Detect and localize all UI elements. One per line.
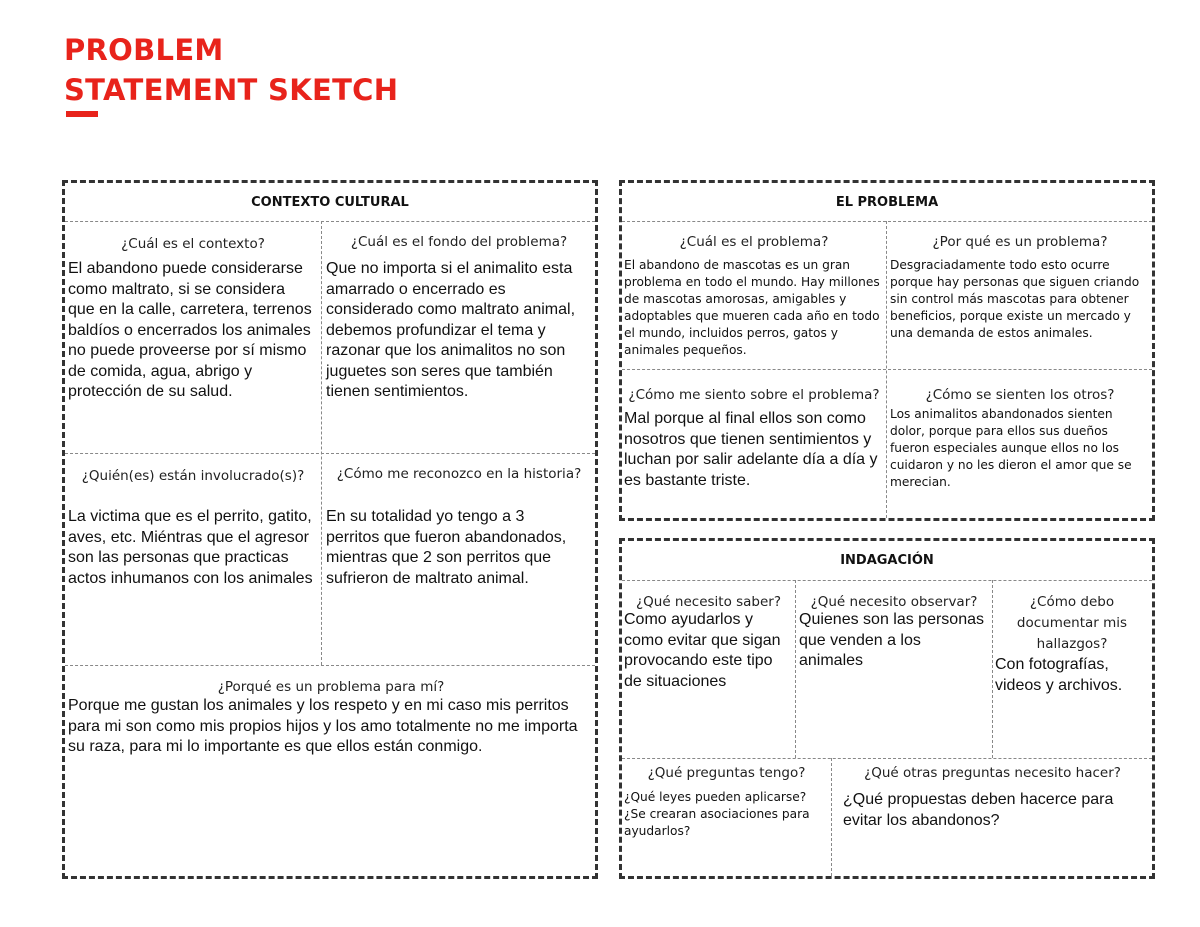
- question-como-documentar: ¿Cómo debo documentar mis hallazgos?: [1016, 594, 1128, 652]
- question-por-que-problema: ¿Por qué es un problema?: [932, 234, 1108, 250]
- question-porque-para-mi: ¿Porqué es un problema para mí?: [217, 679, 445, 695]
- page-title-line2: STATEMENT SKETCH: [64, 73, 399, 107]
- question-como-me-siento: ¿Cómo me siento sobre el problema?: [628, 387, 880, 403]
- divider: [65, 453, 595, 454]
- question-involucrados: ¿Quién(es) están involucrado(s)?: [81, 468, 305, 484]
- answer-como-documentar: Con fotografías, videos y archivos.: [995, 656, 1123, 694]
- divider: [622, 580, 1152, 581]
- el-problema-title: EL PROBLEMA: [835, 195, 939, 210]
- divider: [65, 221, 595, 222]
- answer-que-saber: Como ayudarlos y como evitar que sigan provocando este tipo de situaciones: [624, 611, 781, 690]
- question-fondo: ¿Cuál es el fondo del problema?: [350, 234, 568, 250]
- divider: [321, 221, 322, 665]
- divider: [65, 665, 595, 666]
- page-title: [64, 30, 398, 110]
- question-como-se-sienten-otros: ¿Cómo se sienten los otros?: [925, 387, 1115, 403]
- divider: [622, 369, 1152, 370]
- divider: [622, 221, 1152, 222]
- answer-que-observar: Quienes son las personas que venden a los animales: [799, 611, 984, 669]
- answer-involucrados: La victima que es el perrito, gatito, aves, etc. Miéntras que el agresor son las personas que practicas actos inhumanos con los animales: [68, 508, 313, 587]
- question-otras-preguntas: ¿Qué otras preguntas necesito hacer?: [864, 765, 1121, 781]
- answer-fondo: Que no importa si el animalito esta amarrado o encerrado es considerado como maltrato animal, debemos profundizar el tema y razonar que los animalitos no son juguetes son seres que también tienen sentimientos.: [326, 260, 576, 400]
- answer-otras-preguntas: ¿Qué propuestas deben hacerce para evitar los abandonos?: [843, 791, 1114, 829]
- answer-que-preguntas: [624, 789, 810, 840]
- title-accent-bar: [66, 111, 98, 117]
- divider: [622, 758, 1152, 759]
- question-contexto: ¿Cuál es el contexto?: [121, 236, 265, 252]
- answer-como-me-siento: Mal porque al final ellos son como nosotros que tienen sentimientos y luchan por salir adelante día a día y es bastante triste.: [624, 410, 878, 489]
- answer-como-se-sienten-otros: Los animalitos abandonados sienten dolor, porque para ellos sus dueños fueron especiales aunque ellos no los cuidaron y no les dieron el amor que se merecian.: [890, 407, 1132, 489]
- answer-pregunta-1: ¿Qué leyes pueden aplicarse?: [624, 790, 807, 804]
- contexto-cultural-title: CONTEXTO CULTURAL: [251, 195, 409, 210]
- question-que-observar: ¿Qué necesito observar?: [810, 594, 978, 610]
- answer-reconozco: En su totalidad yo tengo a 3 perritos que fueron abandonados, mientras que 2 son perritos que sufrieron de maltrato animal.: [326, 508, 567, 587]
- divider: [992, 580, 993, 758]
- question-que-saber: ¿Qué necesito saber?: [635, 594, 782, 610]
- question-cual-problema: ¿Cuál es el problema?: [679, 234, 829, 250]
- answer-contexto: El abandono puede considerarse como maltrato, si se considera que en la calle, carretera, terrenos baldíos o encerrados los animales no puede proveerse por sí mismo de comida, agua, abrigo y protección de su salud.: [68, 260, 312, 400]
- answer-porque-para-mi: Porque me gustan los animales y los respeto y en mi caso mis perritos para mi son como mis propios hijos y los amo totalmente no me importa su raza, para mi lo importante es que ellos están conmigo.: [68, 697, 578, 755]
- answer-pregunta-2: ¿Se crearan asociaciones para ayudarlos?: [624, 807, 810, 838]
- answer-por-que-problema: Desgraciadamente todo esto ocurre porque hay personas que siguen criando sin control más mascotas para obtener beneficios, porque existe un mercado y una demanda de estos animales.: [890, 258, 1140, 340]
- page-title-line1: PROBLEM: [64, 33, 224, 67]
- question-reconozco: ¿Cómo me reconozco en la historia?: [336, 466, 582, 482]
- question-que-preguntas: ¿Qué preguntas tengo?: [647, 765, 806, 781]
- indagacion-title: INDAGACIÓN: [840, 553, 934, 568]
- answer-cual-problema: El abandono de mascotas es un gran problema en todo el mundo. Hay millones de mascotas amorosas, amigables y adoptables que mueren cada año en todo el mundo, incluidos perros, gatos y animales pequeños.: [624, 258, 880, 357]
